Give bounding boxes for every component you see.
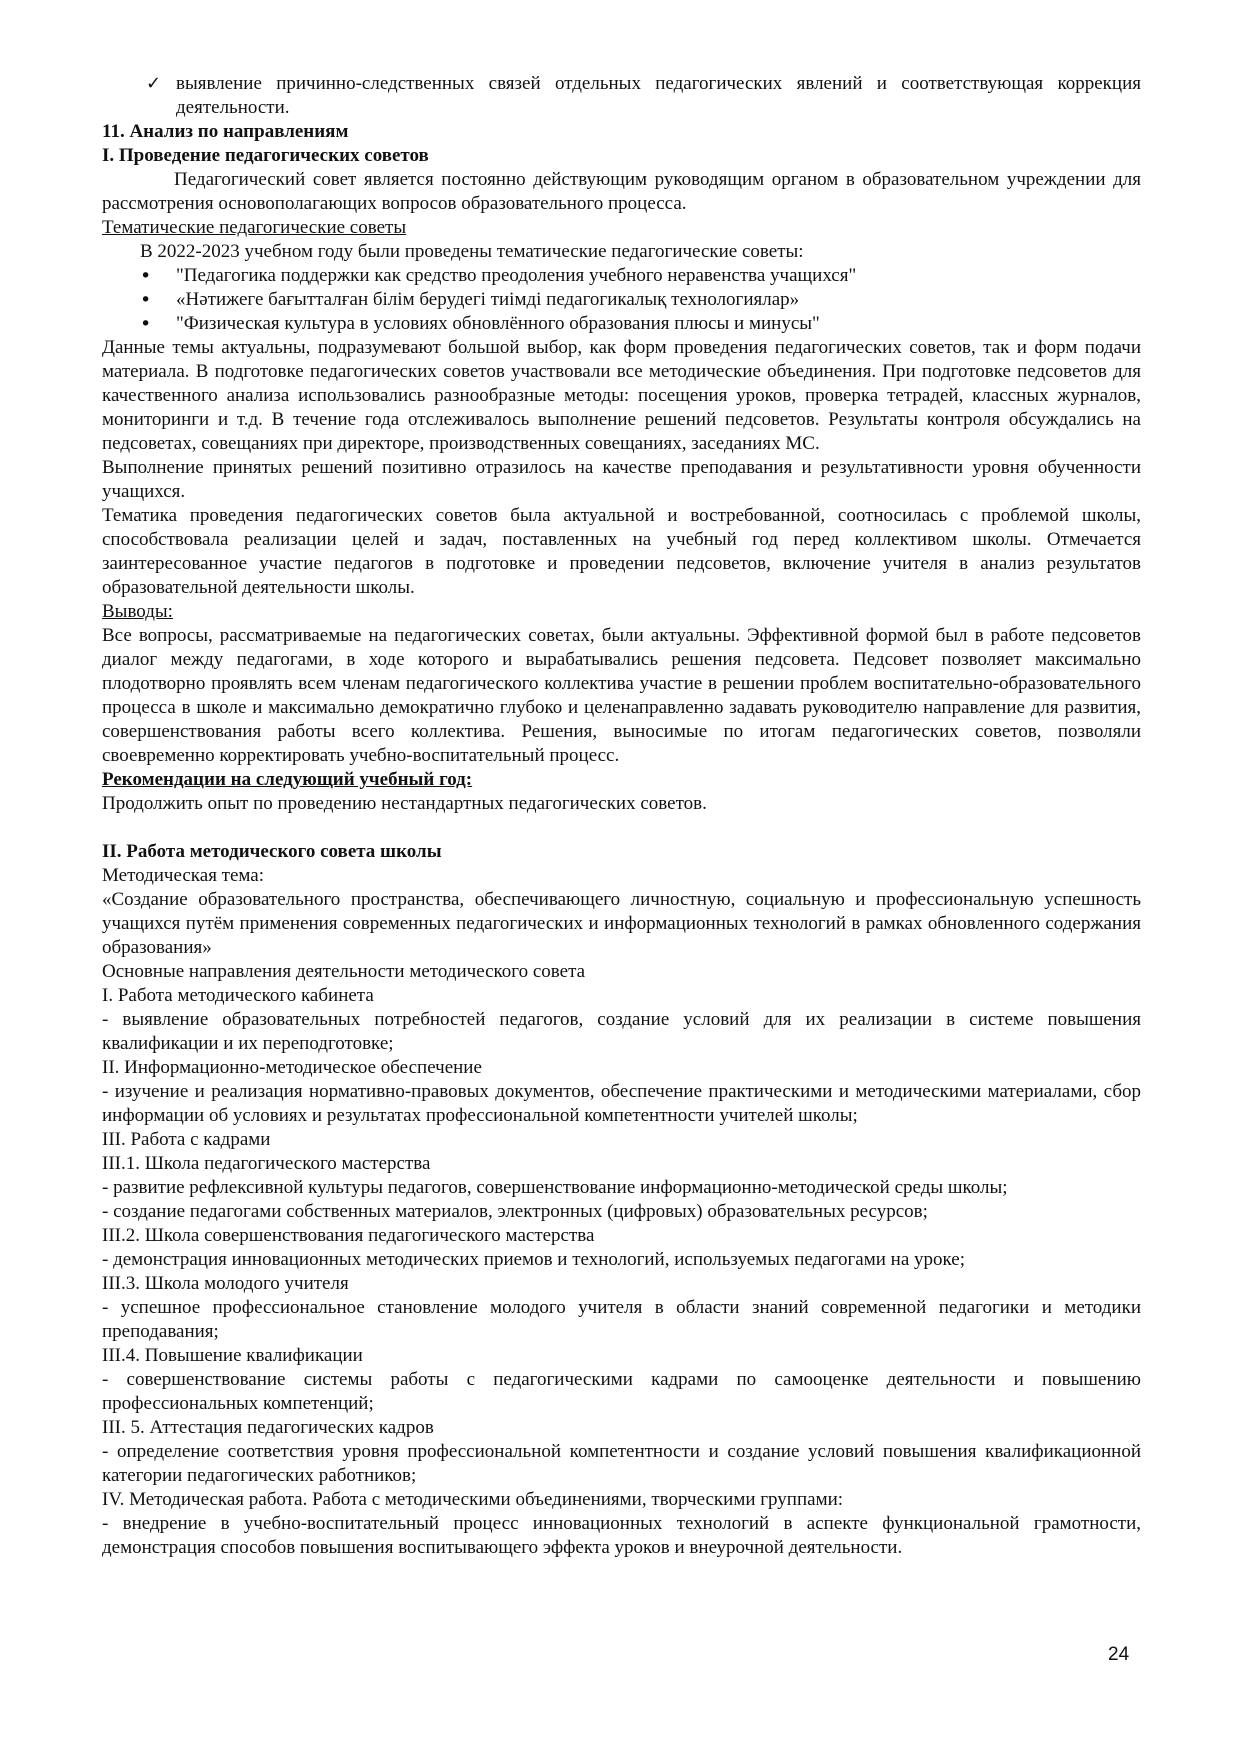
list-item bbox=[102, 288, 1141, 312]
section-2-line: Методическая тема: bbox=[102, 865, 265, 886]
list-item bbox=[102, 264, 1141, 288]
section-1-title: I. Проведение педагогических советов bbox=[102, 145, 429, 166]
section-2-line: IV. Методическая работа. Работа с методическими объединениями, творческими группами: bbox=[102, 1489, 844, 1510]
paragraph: Выполнение принятых решений позитивно отразилось на качестве преподавания и результативности уровня обученности учащихся. bbox=[102, 457, 1141, 502]
section-11-title: 11. Анализ по направлениям bbox=[102, 121, 349, 142]
section-2-line: Основные направления деятельности методического совета bbox=[102, 961, 586, 982]
list-item-text: «Нәтижеге бағытталған білім берудегі тиімді педагогикалық технологиялар» bbox=[176, 289, 800, 310]
section-2-line: III.2. Школа совершенствования педагогического мастерства bbox=[102, 1225, 595, 1246]
bullet-icon: • bbox=[140, 265, 152, 287]
page-number: 24 bbox=[1108, 1644, 1130, 1665]
section-2-line: I. Работа методического кабинета bbox=[102, 985, 374, 1006]
section-2-title: II. Работа методического совета школы bbox=[102, 841, 442, 862]
section-2-line: «Создание образовательного пространства, обеспечивающего личностную, социальную и профессиональную успешность учащихся путём применения современных педагогических и информационных технологий в рамках обновленного содержания образования» bbox=[102, 889, 1141, 958]
list-item-text: "Педагогика поддержки как средство преодоления учебного неравенства учащихся" bbox=[176, 265, 857, 286]
section-2-line: - демонстрация инновационных методических приемов и технологий, используемых педагогами на уроке; bbox=[102, 1249, 965, 1270]
section-2-line: III. Работа с кадрами bbox=[102, 1129, 271, 1150]
checkmark-icon: ✓ bbox=[146, 73, 162, 94]
section-2-line: - успешное профессиональное становление молодого учителя в области знаний современной педагогики и методики преподавания; bbox=[102, 1297, 1141, 1342]
checklist-item-text: выявление причинно-следственных связей отдельных педагогических явлений и соответствующая коррекция деятельности. bbox=[176, 73, 1141, 118]
section-2-line: - определение соответствия уровня профессиональной компетентности и создание условий повышения квалификационной категории педагогических работников; bbox=[102, 1441, 1141, 1486]
section-2-line: III.3. Школа молодого учителя bbox=[102, 1273, 349, 1294]
thematic-councils-heading: Тематические педагогические советы bbox=[102, 217, 407, 238]
section-2-line: - выявление образовательных потребностей педагогов, создание условий для их реализации в системе повышения квалификации и их переподготовке; bbox=[102, 1009, 1141, 1054]
section-2-line: - совершенствование системы работы с педагогическими кадрами по самооценке деятельности и повышению профессиональных компетенций; bbox=[102, 1369, 1141, 1414]
councils-list bbox=[102, 264, 1141, 336]
section-2-line: - развитие рефлексивной культуры педагогов, совершенствование информационно-методической среды школы; bbox=[102, 1177, 1008, 1198]
checklist-item bbox=[102, 72, 1141, 120]
section-2-line: III.1. Школа педагогического мастерства bbox=[102, 1153, 431, 1174]
recommendations-heading: Рекомендации на следующий учебный год: bbox=[102, 769, 473, 790]
year-intro: В 2022-2023 учебном году были проведены тематические педагогические советы: bbox=[140, 241, 804, 262]
conclusions-heading: Выводы: bbox=[102, 601, 173, 622]
section-2-line: - создание педагогами собственных материалов, электронных (цифровых) образовательных ресурсов; bbox=[102, 1201, 928, 1222]
document-page bbox=[102, 72, 1141, 1560]
bullet-icon: • bbox=[140, 289, 152, 311]
paragraph: Данные темы актуальны, подразумевают большой выбор, как форм проведения педагогических советов, так и форм подачи материала. В подготовке педагогических советов участвовали все методические объединения. При подготовке педсоветов для качественного анализа использовались разнообразные методы: посещения уроков, проверка тетрадей, классных журналов, мониторинги и т.д. В течение года отслеживалось выполнение решений педсоветов. Результаты контроля обсуждались на педсоветах, совещаниях при директоре, производственных совещаниях, заседаниях МС. bbox=[102, 337, 1141, 454]
recommendations-text: Продолжить опыт по проведению нестандартных педагогических советов. bbox=[102, 793, 707, 814]
section-2-line: - внедрение в учебно-воспитательный процесс инновационных технологий в аспекте функциональной грамотности, демонстрация способов повышения воспитывающего эффекта уроков и внеурочной деятельности. bbox=[102, 1513, 1141, 1558]
list-item-text: "Физическая культура в условиях обновлённого образования плюсы и минусы" bbox=[176, 313, 820, 334]
section-2-line: II. Информационно-методическое обеспечение bbox=[102, 1057, 482, 1078]
conclusions-text: Все вопросы, рассматриваемые на педагогических советах, были актуальны. Эффективной формой был в работе педсоветов диалог между педагогами, в ходе которого и вырабатывались решения педсовета. Педсовет позволяет максимально плодотворно проявлять всем членам педагогического коллектива участие в решении проблем воспитательно-образовательного процесса в школе и максимально демократично глубоко и целенаправленно задавать руководителю направление для развития, совершенствования работы всего коллектива. Решения, выносимые по итогам педагогических советов, позволяли своевременно корректировать учебно-воспитательный процесс. bbox=[102, 625, 1141, 766]
section-1-intro: Педагогический совет является постоянно действующим руководящим органом в образовательном учреждении для рассмотрения основополагающих вопросов образовательного процесса. bbox=[102, 169, 1141, 214]
paragraph: Тематика проведения педагогических советов была актуальной и востребованной, соотносилась с проблемой школы, способствовала реализации целей и задач, поставленных на учебный год перед коллективом школы. Отмечается заинтересованное участие педагогов в подготовке и проведении педсоветов, включение учителя в анализ результатов образовательной деятельности школы. bbox=[102, 505, 1141, 598]
list-item bbox=[102, 312, 1141, 336]
section-2-line: - изучение и реализация нормативно-правовых документов, обеспечение практическими и методическими материалами, сбор информации об условиях и результатах профессиональной компетентности учителей школы; bbox=[102, 1081, 1141, 1126]
section-2-line: III. 5. Аттестация педагогических кадров bbox=[102, 1417, 434, 1438]
bullet-icon: • bbox=[140, 313, 152, 335]
section-2-line: III.4. Повышение квалификации bbox=[102, 1345, 363, 1366]
